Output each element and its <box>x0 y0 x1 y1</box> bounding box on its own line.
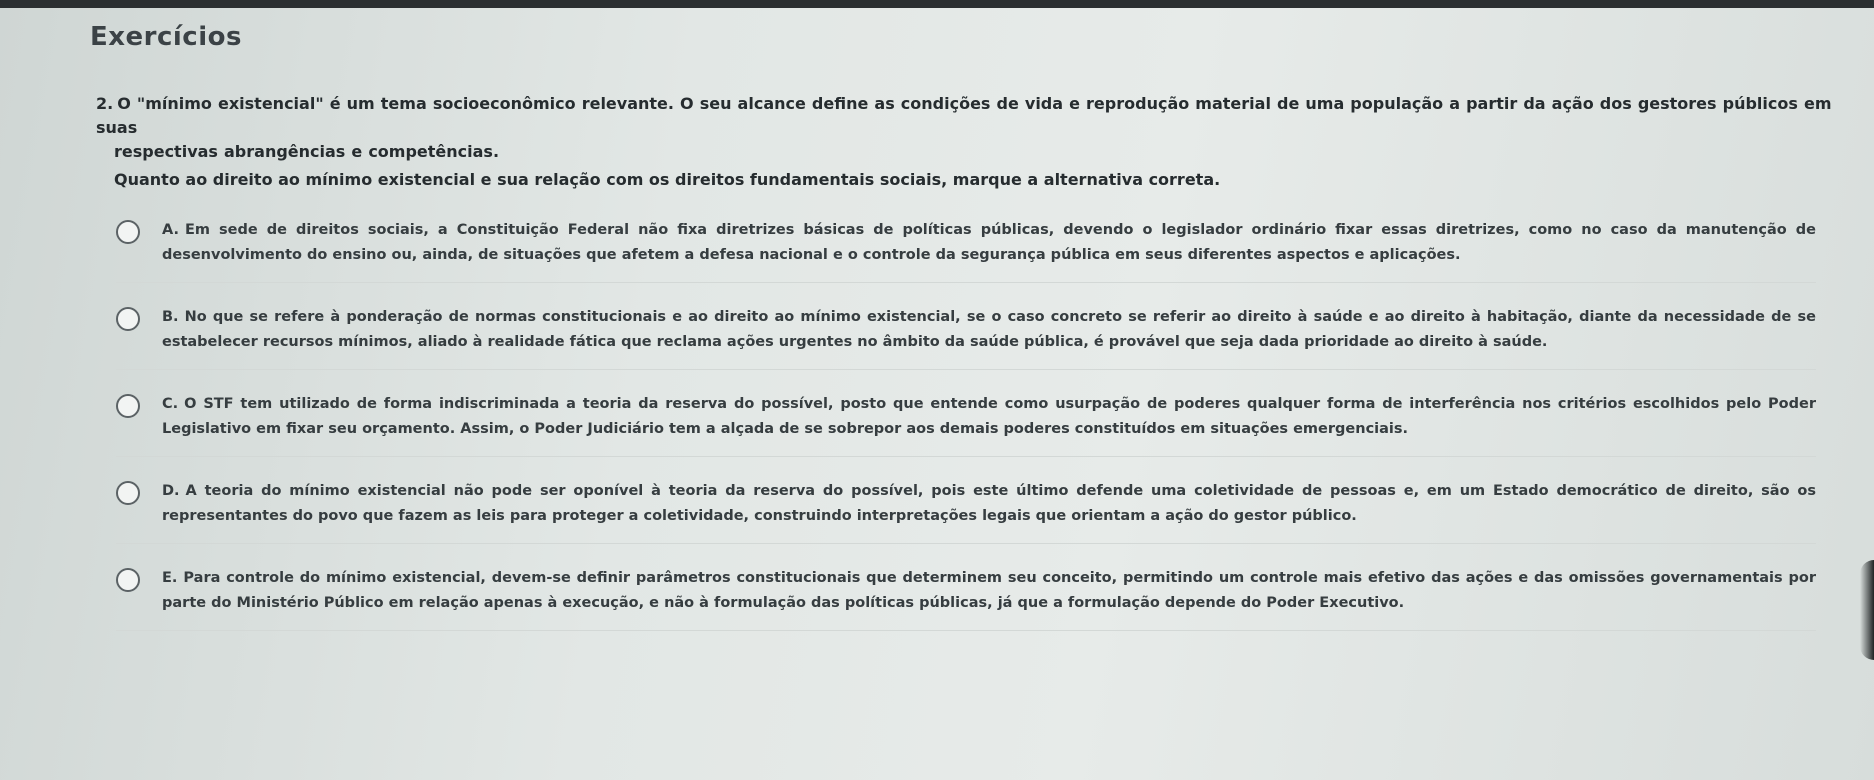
option-c-text[interactable] <box>162 392 1816 442</box>
window-edge-shadow <box>1860 560 1874 660</box>
question-block <box>96 92 1836 192</box>
option-c-letter: C. <box>162 396 179 412</box>
option-d-text[interactable] <box>162 479 1816 529</box>
option-d[interactable] <box>116 479 1816 544</box>
option-a[interactable] <box>116 218 1816 283</box>
option-b-letter: B. <box>162 309 179 325</box>
answer-options <box>116 218 1816 653</box>
radio-option-a[interactable] <box>116 220 140 244</box>
question-text <box>96 92 1836 164</box>
option-b-text[interactable] <box>162 305 1816 355</box>
option-b-label: No que se refere à ponderação de normas constitucionais e ao direito ao mínimo existencial, se o caso concreto se referir ao direito à saúde e ao direito à habitação, diante da necessidade de se estabelecer recursos mínimos, aliado à realidade fática que reclama ações urgentes no âmbito da saúde pública, é provável que seja dada prioridade ao direito à saúde. <box>162 309 1816 350</box>
option-a-letter: A. <box>162 222 179 238</box>
option-e-letter: E. <box>162 570 178 586</box>
radio-option-c[interactable] <box>116 394 140 418</box>
question-text-line1: O "mínimo existencial" é um tema socioeconômico relevante. O seu alcance define as condições de vida e reprodução material de uma população a partir da ação dos gestores públicos em suas <box>96 94 1832 137</box>
question-text-line2: respectivas abrangências e competências. <box>114 142 500 161</box>
option-a-text[interactable] <box>162 218 1816 268</box>
top-bar <box>0 0 1874 8</box>
radio-option-e[interactable] <box>116 568 140 592</box>
option-c[interactable] <box>116 392 1816 457</box>
option-e-label: Para controle do mínimo existencial, devem-se definir parâmetros constitucionais que determinem seu conceito, permitindo um controle mais efetivo das ações e das omissões governamentais por parte do Ministério Público em relação apenas à execução, e não à formulação das políticas públicas, já que a formulação depende do Poder Executivo. <box>162 570 1816 611</box>
option-e[interactable] <box>116 566 1816 631</box>
option-c-label: O STF tem utilizado de forma indiscriminada a teoria da reserva do possível, posto que entende como usurpação de poderes qualquer forma de interferência nos critérios escolhidos pelo Poder Legislativo em fixar seu orçamento. Assim, o Poder Judiciário tem a alçada de se sobrepor aos demais poderes constituídos em situações emergenciais. <box>162 396 1816 437</box>
radio-option-d[interactable] <box>116 481 140 505</box>
option-d-letter: D. <box>162 483 180 499</box>
question-prompt: Quanto ao direito ao mínimo existencial e sua relação com os direitos fundamentais sociais, marque a alternativa correta. <box>114 170 1221 189</box>
option-a-label: Em sede de direitos sociais, a Constituição Federal não fixa diretrizes básicas de políticas públicas, devendo o legislador ordinário fixar essas diretrizes, como no caso da manutenção de desenvolvimento do ensino ou, ainda, de situações que afetem a defesa nacional e o controle da segurança pública em seus diferentes aspectos e aplicações. <box>162 222 1816 263</box>
page-title: Exercícios <box>90 22 242 52</box>
option-d-label: A teoria do mínimo existencial não pode ser oponível à teoria da reserva do possível, pois este último defende uma coletividade de pessoas e, em um Estado democrático de direito, são os representantes do povo que fazem as leis para proteger a coletividade, construindo interpretações legais que orientam a ação do gestor público. <box>162 483 1816 524</box>
radio-option-b[interactable] <box>116 307 140 331</box>
option-e-text[interactable] <box>162 566 1816 616</box>
question-number: 2. <box>96 94 114 113</box>
option-b[interactable] <box>116 305 1816 370</box>
